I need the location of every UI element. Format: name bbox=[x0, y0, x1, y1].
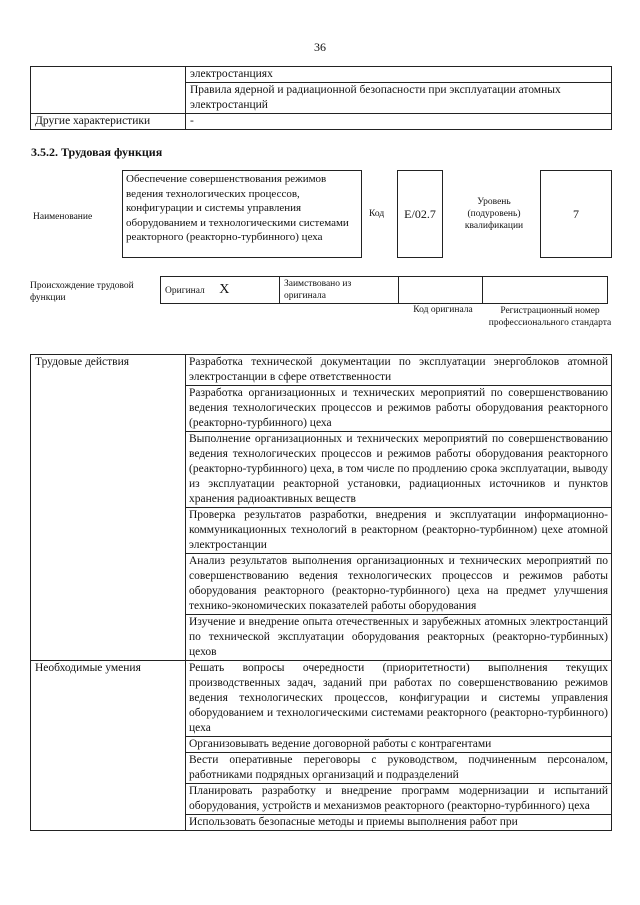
level-label: Уровень (подуровень) квалификации bbox=[464, 197, 524, 231]
level-value: 7 bbox=[540, 170, 612, 258]
reg-number-caption: Регистрационный номер профессионального стандарта bbox=[488, 306, 612, 328]
table-cell: Использовать безопасные методы и приемы выполнения работ при bbox=[186, 815, 612, 831]
table-cell: Анализ результатов выполнения организационных и технических мероприятий по совершенствованию ведения технологических процессов и режимов работы оборудования реакторного (реакторно-турбинного) цеха на предмет улучшения технико-экономических показателей работы оборудования bbox=[186, 554, 612, 615]
origin-table bbox=[160, 276, 608, 304]
code-original-caption: Код оригинала bbox=[413, 305, 473, 315]
table-cell: Организовывать ведение договорной работы с контрагентами bbox=[186, 737, 612, 753]
borrowed-label: Заимствовано из оригинала bbox=[280, 277, 399, 304]
section-heading: 3.5.2. Трудовая функция bbox=[31, 145, 163, 159]
origin-label: Происхождение трудовой функции bbox=[30, 281, 134, 303]
table-cell: Планировать разработку и внедрение программ модернизации и испытаний оборудования, устройств и механизмов реакторного (реакторно-турбинного) цеха bbox=[186, 784, 612, 815]
code-value: E/02.7 bbox=[397, 170, 443, 258]
original-mark: X bbox=[219, 282, 230, 297]
code-original-cell bbox=[399, 277, 483, 304]
table-cell: - bbox=[186, 114, 612, 130]
reg-number-cell bbox=[483, 277, 608, 304]
table-cell: Разработка организационных и технических мероприятий по совершенствованию ведения технологических процессов и режимов работы оборудования реакторного (реакторно-турбинного) цеха bbox=[186, 386, 612, 432]
table-cell: Изучение и внедрение опыта отечественных и зарубежных атомных электростанций по технической эксплуатации оборудования реакторных (реакторно-турбинных) цехов bbox=[186, 615, 612, 661]
table-row-label: Другие характеристики bbox=[31, 114, 186, 130]
name-label: Наименование bbox=[33, 212, 93, 222]
original-label: Оригинал bbox=[165, 286, 205, 296]
function-name-box: Обеспечение совершенствования режимов ведения технологических процессов, конфигурации и системы управления оборудованием и технологическими системами реакторного (реакторно-турбинного) цеха bbox=[122, 170, 362, 258]
table-cell: Разработка технической документации по эксплуатации энергоблоков атомной электростанции в сфере ответственности bbox=[186, 355, 612, 386]
page-number: 36 bbox=[314, 40, 326, 54]
skills-label: Необходимые умения bbox=[31, 661, 186, 831]
main-table bbox=[30, 354, 612, 831]
table-cell: Выполнение организационных и технических мероприятий по совершенствованию ведения технологических процессов и режимов работы оборудования реакторного (реакторно-турбинного) цеха, в том числе по продлению срока эксплуатации, выводу из эксплуатации реакторной установки, радиационных источников и пунктов хранения радиоактивных веществ bbox=[186, 432, 612, 508]
table-cell: Вести оперативные переговоры с руководством, подчиненным персоналом, работниками подрядных организаций и подразделений bbox=[186, 753, 612, 784]
continued-table bbox=[30, 66, 612, 130]
table-cell: Правила ядерной и радиационной безопасности при эксплуатации атомных электростанций bbox=[186, 83, 612, 114]
original-cell bbox=[161, 277, 280, 304]
table-cell: электростанциях bbox=[186, 67, 612, 83]
table-row-label-empty bbox=[31, 67, 186, 114]
code-label: Код bbox=[369, 209, 385, 219]
table-cell: Решать вопросы очередности (приоритетности) выполнения текущих производственных задач, заданий при работах по совершенствованию режимов ведения технологических процессов, конфигурации и системы управления оборудованием и технологическими системами реакторного (реакторно-турбинного) цеха bbox=[186, 661, 612, 737]
actions-label: Трудовые действия bbox=[31, 355, 186, 661]
table-cell: Проверка результатов разработки, внедрения и эксплуатации информационно-коммуникационных технологий в реакторном (реакторно-турбинном) цехе атомной электростанции bbox=[186, 508, 612, 554]
